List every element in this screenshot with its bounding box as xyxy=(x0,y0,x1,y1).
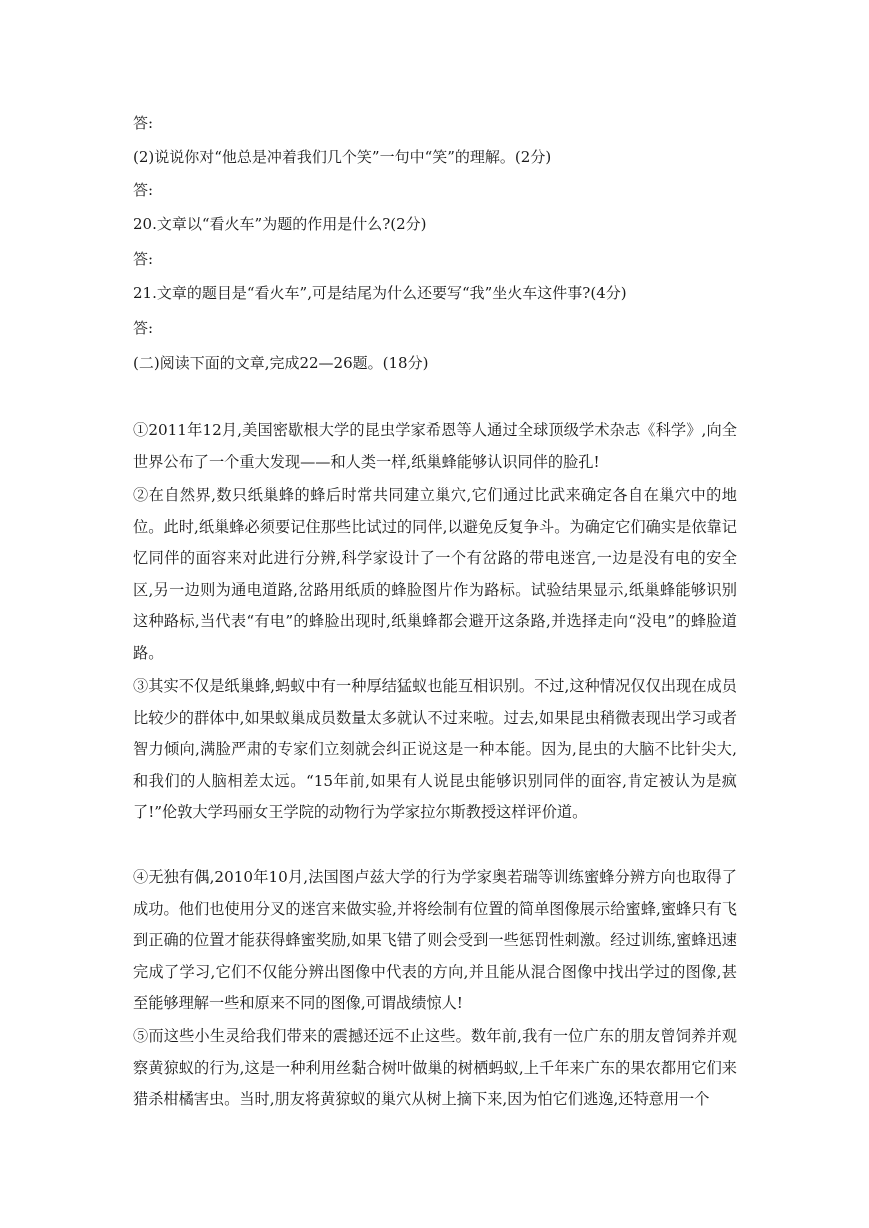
question-19-2: (2)说说你对“他总是冲着我们几个笑”一句中“笑”的理解。(2分) xyxy=(133,148,552,166)
answer-line: 答: xyxy=(133,319,154,337)
section-heading: (二)阅读下面的文章,完成22—26题。(18分) xyxy=(133,354,429,372)
article-paragraph-4: ④无独有偶,2010年10月,法国图卢兹大学的行为学家奥若瑞等训练蜜蜂分辨方向也取得了成功。他们也使用分叉的迷宫来做实验,并将绘制有位置的简单图像展示给蜜蜂,蜜蜂只有飞到正确的位置才能获得蜂蜜奖励,如果飞错了则会受到一些惩罚性刺激。经过训练,蜜蜂迅速完成了学习,它们不仅能分辨出图像中代表的方向,并且能从混合图像中找出学过的图像,甚至能够理解一些和原来不同的图像,可谓战绩惊人! xyxy=(133,868,737,1013)
article-paragraph-2: ②在自然界,数只纸巢蜂的蜂后时常共同建立巢穴,它们通过比武来确定各自在巢穴中的地位。此时,纸巢蜂必须要记住那些比试过的同伴,以避免反复争斗。为确定它们确实是依靠记忆同伴的面容来对此进行分辨,科学家设计了一个有岔路的带电迷宫,一边是没有电的安全区,另一边则为通电道路,岔路用纸质的蜂脸图片作为路标。试验结果显示,纸巢蜂能够识别这种路标,当代表“有电”的蜂脸出现时,纸巢蜂都会避开这条路,并选择走向“没电”的蜂脸道路。 xyxy=(133,486,737,662)
article-paragraph-3: ③其实不仅是纸巢蜂,蚂蚁中有一种厚结猛蚁也能互相识别。不过,这种情况仅仅出现在成员比较少的群体中,如果蚁巢成员数量太多就认不过来啦。过去,如果昆虫稍微表现出学习或者智力倾向,满脸严肃的专家们立刻就会纠正说这是一种本能。因为,昆虫的大脑不比针尖大,和我们的人脑相差太远。“15年前,如果有人说昆虫能够识别同伴的面容,肯定被认为是疯了!”伦敦大学玛丽女王学院的动物行为学家拉尔斯教授这样评价道。 xyxy=(133,677,737,822)
article-paragraph-1: ①2011年12月,美国密歇根大学的昆虫学家希恩等人通过全球顶级学术杂志《科学》,向全世界公布了一个重大发现——和人类一样,纸巢蜂能够认识同伴的脸孔! xyxy=(133,421,737,471)
answer-line: 答: xyxy=(133,114,154,132)
question-21: 21.文章的题目是“看火车”,可是结尾为什么还要写“我”坐火车这件事?(4分) xyxy=(133,284,627,302)
answer-line: 答: xyxy=(133,250,154,268)
question-20: 20.文章以“看火车”为题的作用是什么?(2分) xyxy=(133,215,427,233)
article-paragraph-5: ⑤而这些小生灵给我们带来的震撼还远不止这些。数年前,我有一位广东的朋友曾饲养并观察黄猄蚁的行为,这是一种利用丝黏合树叶做巢的树栖蚂蚁,上千年来广东的果农都用它们来猎杀柑橘害虫。当时,朋友将黄猄蚁的巢穴从树上摘下来,因为怕它们逃逸,还特意用一个 xyxy=(133,1027,737,1109)
answer-line: 答: xyxy=(133,181,154,199)
